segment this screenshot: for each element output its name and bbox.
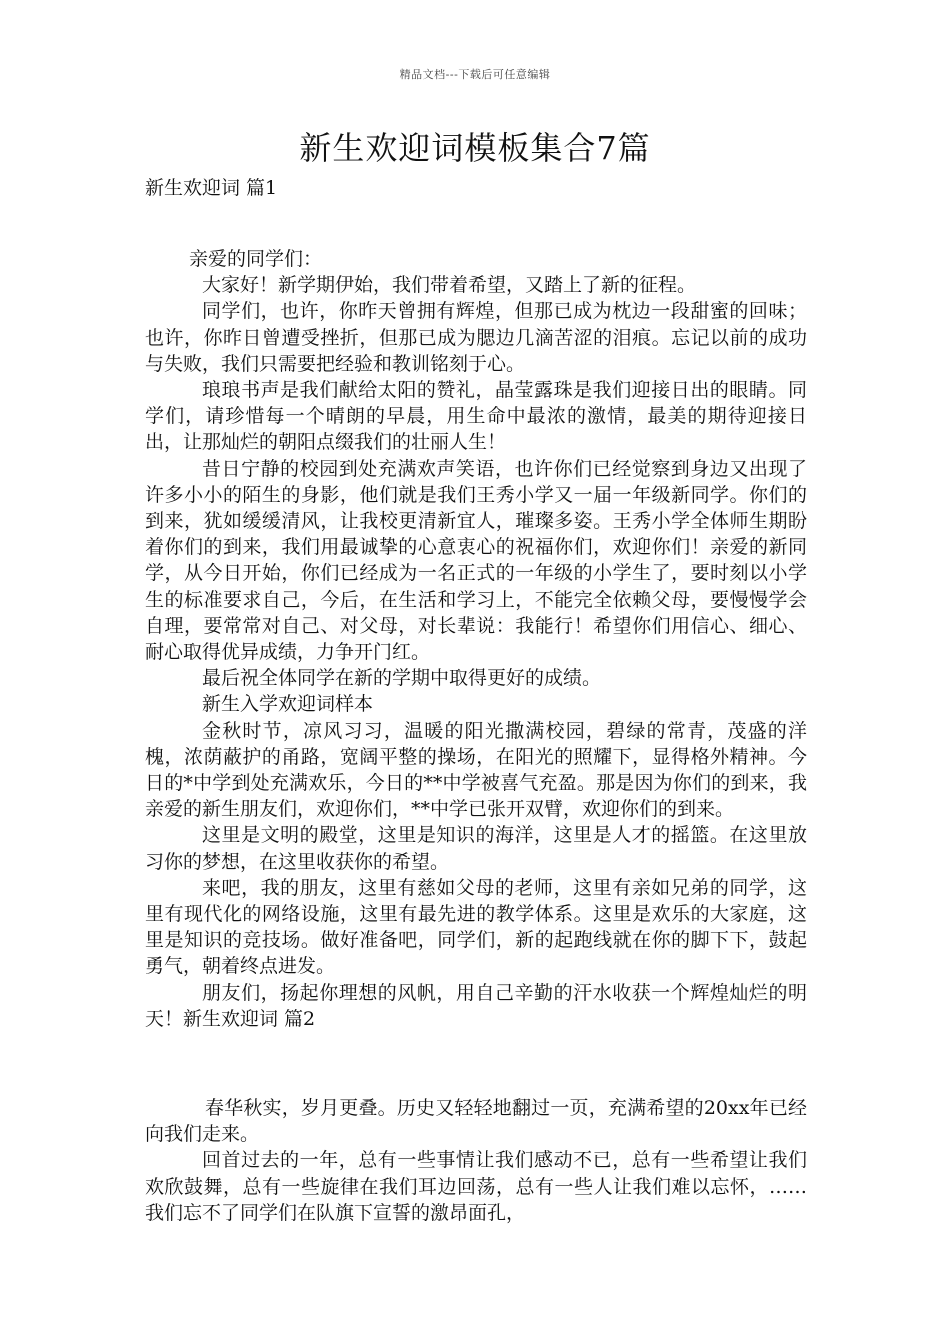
paragraph: 春华秋实，岁月更叠。历史又轻轻地翻过一页，充满希望的20xx年已经向我们走来。 (145, 1097, 807, 1146)
paragraph: 金秋时节，凉风习习，温暖的阳光撒满校园，碧绿的常青，茂盛的洋槐，浓荫蔽护的甬路，宽阔平整的操场，在阳光的照耀下，显得格外精神。今日的*中学到处充满欢乐，今日的**中学被喜气充盈。那是因为你们的到来，我亲爱的新生朋友们，欢迎你们，**中学已张开双臂，欢迎你们的到来。 (145, 719, 807, 821)
paragraph: 琅琅书声是我们献给太阳的赞礼，晶莹露珠是我们迎接日出的眼睛。同学们，请珍惜每一个晴朗的早晨，用生命中最浓的激情，最美的期待迎接日出，让那灿烂的朝阳点缀我们的壮丽人生！ (145, 379, 807, 454)
section-1-body (145, 246, 807, 1032)
paragraph: 回首过去的一年，总有一些事情让我们感动不已，总有一些希望让我们欢欣鼓舞，总有一些旋律在我们耳边回荡，总有一些人让我们难以忘怀，……我们忘不了同学们在队旗下宣誓的激昂面孔， (145, 1149, 807, 1224)
paragraph: 这里是文明的殿堂，这里是知识的海洋，这里是人才的摇篮。在这里放习你的梦想，在这里收获你的希望。 (145, 824, 807, 873)
paragraph: 最后祝全体同学在新的学期中取得更好的成绩。 (202, 667, 602, 690)
section-heading: 新生欢迎词 篇1 (145, 177, 278, 199)
section-2-body (145, 1095, 807, 1226)
paragraph: 大家好！新学期伊始，我们带着希望，又踏上了新的征程。 (202, 274, 697, 297)
header-note: 精品文档---下载后可任意编辑 (399, 68, 551, 81)
document-title: 新生欢迎词模板集合7篇 (299, 129, 651, 167)
paragraph: 亲爱的同学们： (189, 248, 323, 270)
paragraph: 新生入学欢迎词样本 (202, 693, 374, 716)
paragraph: 来吧，我的朋友，这里有慈如父母的老师，这里有亲如兄弟的同学，这里有现代化的网络设施，这里有最先进的教学体系。这里是欢乐的大家庭，这里是知识的竞技场。做好准备吧，同学们，新的起跑线就在你的脚下下，鼓起勇气，朝着终点进发。 (145, 876, 807, 978)
paragraph: 昔日宁静的校园到处充满欢声笑语，也许你们已经觉察到身边又出现了许多小小的陌生的身影，他们就是我们王秀小学又一届一年级新同学。你们的到来，犹如缓缓清风，让我校更清新宜人，璀璨多姿。王秀小学全体师生期盼着你们的到来，我们用最诚挚的心意衷心的祝福你们，欢迎你们！亲爱的新同学，从今日开始，你们已经成为一名正式的一年级的小学生了，要时刻以小学生的标准要求自己，今后，在生活和学习上，不能完全依赖父母，要慢慢学会自理，要常常对自己、对父母，对长辈说：我能行！希望你们用信心、细心、耐心取得优异成绩，力争开门红。 (145, 457, 807, 664)
paragraph: 同学们，也许，你昨天曾拥有辉煌，但那已成为枕边一段甜蜜的回味；也许，你昨日曾遭受挫折，但那已成为腮边几滴苦涩的泪痕。忘记以前的成功与失败，我们只需要把经验和教训铭刻于心。 (145, 300, 807, 375)
paragraph: 朋友们，扬起你理想的风帆，用自己辛勤的汗水收获一个辉煌灿烂的明天！新生欢迎词 篇2 (145, 981, 807, 1030)
